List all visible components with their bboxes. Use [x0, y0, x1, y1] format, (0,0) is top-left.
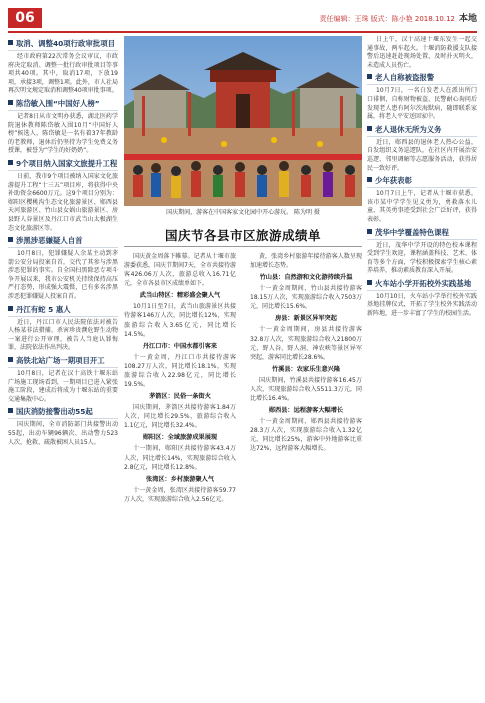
news-headline-text: 老人自称被盗报警 [375, 73, 435, 83]
article-paragraph: 十一黄金周，张湾区共接待游客59.77万人次，实现旅游综合收入2.56亿元。 [124, 486, 236, 503]
bullet-square-icon [367, 74, 372, 79]
news-headline [8, 99, 118, 111]
news-body: 日前，我市9个项目被纳入国家文化旅游提升工程“十三五”项目库，将获得中央补助资金6600万元。这9个项目分别为：郧阳区樱桃沟生态文化旅游景区、郧西县天河旅游区、竹山县女娲山旅游景区、房县野人谷景区及丹江口市武当山太极湖生态文化旅游区等。 [8, 172, 118, 232]
news-headline [8, 39, 118, 51]
news-headline [367, 73, 477, 85]
photo-caption: 国庆期间，游客在中国客家文化园中开心游玩。 陈为明 摄 [166, 209, 320, 216]
section-name: 本地 [458, 14, 477, 24]
news-headline-text: 取消、调整40项行政审批项目 [16, 39, 115, 48]
lead-photo [124, 36, 362, 206]
news-headline [8, 407, 118, 419]
header-rule [8, 31, 477, 33]
news-body: 10月8日，犯罪嫌疑人余某主动到茅箭公安分局投案自首，交代了其参与涉黑涉恶犯罪的事实。自全国扫黑除恶专项斗争开展以来，我市公安机关持续保持高压严打态势，形成强大震慑，已有多名涉黑涉恶犯罪嫌疑人投案自首。 [8, 250, 118, 301]
news-headline [8, 236, 118, 248]
news-body: 日上午，汉十高速十堰东发生一起交通事故，两车起火。十堰消防救援支队接警后迅速赶赴现场处置，及时扑灭明火，未造成人员伤亡。 [367, 36, 477, 69]
article-subheading: 郧阳区：全域旅游成果展现 [142, 434, 218, 442]
news-body: 国庆期间，全市消防部门共接警出动55起，出动车辆96辆次、出动警力523人次，抢救、疏散被困人员15人。 [8, 421, 118, 446]
news-headline-text: 国庆消防接警出动55起 [16, 407, 93, 417]
news-headline [8, 305, 118, 317]
bullet-square-icon [8, 160, 13, 165]
article-subheading: 茅箭区：民俗一条街火 [149, 393, 211, 401]
bullet-square-icon [8, 40, 13, 45]
article-title: 国庆节各县市区旅游成绩单 [164, 228, 321, 243]
news-headline-text: 高铁北站广场一期项目开工 [16, 356, 105, 366]
article-column-1 [124, 252, 236, 700]
news-body: 经市政府第22次常务会议审议，市政府决定取消、调整一批行政审批项目等事项共40项。其中，取消17项，下放19项，承接3项，调整1项。此外，市人社局再次明文规定取消和调整40项审批事项。 [8, 53, 118, 95]
news-headline-text: 老人退休无所为义务 [375, 124, 442, 134]
news-headline [367, 176, 477, 188]
article-paragraph: 黄，张湾乡村旅游年接待游客人数呈现加速增长态势。 [250, 253, 362, 270]
article-paragraph: 国庆期间，茅箭区共接待游客1.84万人次，同比增长29.5%，旅游综合收入1.1亿元，同比增长32.4%。 [124, 404, 236, 430]
news-headline-text: 火车站小学开拓校外实践基地 [375, 278, 472, 288]
news-headline-text: 9个项目纳入国家文旅提升工程 [16, 158, 118, 168]
bullet-square-icon [8, 100, 13, 105]
article-subheading: 张湾区：乡村旅游聚人气 [145, 475, 215, 483]
news-headline-text: 少年获表彰 [375, 176, 412, 186]
article-paragraph: 国庆黄金周落下帷幕。记者从十堰市旅游委获悉，国庆节期间7天，全市共接待游客426.06万人次，旅游总收入16.71亿元，全市各县市区成绩单如下。 [124, 253, 236, 288]
bullet-square-icon [367, 126, 372, 131]
article-subheading: 竹山县：自然游和文化游持续升温 [259, 274, 353, 282]
news-headline-text: 涉黑涉恶嫌疑人自首 [16, 236, 83, 246]
bullet-square-icon [8, 357, 13, 362]
article-subheading: 郧西县：远程游客大幅增长 [268, 407, 344, 415]
bullet-square-icon [367, 177, 372, 182]
news-headline [367, 279, 477, 291]
bullet-square-icon [8, 408, 13, 413]
page-number: 06 [8, 8, 42, 28]
article-subheading: 竹溪县：农家乐生意兴隆 [271, 365, 341, 373]
editor-credit: 责任编辑：王珠 版式：陈小艳 2018.10.12 [319, 15, 455, 23]
article-paragraph: 十一黄金周期间，房县共接待游客32.8万人次，实现旅游综合收入21800万元，野人谷、野人洞、神农峡等景区异军突起，游客同比增长28.6%。 [250, 326, 362, 361]
article-paragraph: 国庆期间，竹溪县共接待游客16.45万人次，实现旅游综合收入5511.3万元，同比增长16.4%。 [250, 376, 362, 403]
bullet-square-icon [367, 280, 372, 285]
news-headline-text: 陈岱敏入围“中国好人榜” [16, 98, 100, 108]
article-subheading: 丹江口市：中国水都引客来 [142, 342, 218, 350]
news-headline [8, 159, 118, 171]
bullet-square-icon [8, 306, 13, 311]
page-header [0, 0, 485, 32]
article-subheading: 武当山特区：精彩盛会聚人气 [139, 292, 221, 300]
news-headline [8, 356, 118, 368]
news-body: 记者8日从市文明办获悉，湖北医药学院退休教师陈岱敏入围10月“中国好人榜”候选人，陈岱敏是一名有着37年教龄的老教师，退休后仍坚持为学生免费义务授课，被誉为“学生的好奶奶”。 [8, 112, 118, 155]
news-body: 近日，丹江口市人民法院依法对被告人杨某非法猎捕、杀害珍贵濒危野生动物一案进行公开审理，被告人当庭认罪悔罪，法院依法作出判决。 [8, 318, 118, 352]
news-body: 近日，郧西县的退休老人热心公益，自发组织义务巡逻队，在社区内开展治安巡逻、邻里调解等志愿服务活动，获得居民一致好评。 [367, 138, 477, 172]
article-paragraph: 十一黄金周期间，竹山县共接待游客18.15万人次，实现旅游综合收入7503万元，同比增长15.6%。 [250, 285, 362, 311]
news-headline [367, 228, 477, 240]
article-paragraph: 十一黄金周，丹江口市共接待游客108.27万人次，同比增长18.1%，实现旅游综合收入22.98亿元，同比增长19.5%。 [124, 353, 236, 389]
news-headline [367, 125, 477, 137]
news-body: 10月7日，一名白发老人在派出所门口徘徊，自称财物被盗，民警耐心询问后发现老人患有阿尔茨海默病，随即联系家属，将老人平安送回家中。 [367, 87, 477, 121]
right-news-column [367, 36, 477, 700]
article-paragraph: 十一期间，郧阳区共接待游客43.4万人次，同比增长14%，实现旅游综合收入2.8亿元，同比增长12.8%。 [124, 445, 236, 471]
article-paragraph: 10月1日至7日，武当山旅游景区共接待游客146万人次，同比增长12%，实现旅游综合收入3.65亿元，同比增长14.5%。 [124, 303, 236, 338]
news-body: 近日，茂华中学开设的特色校本课程受到学生欢迎，课程涵盖科技、艺术、体育等多个方面，学校积极探索学生核心素养培养，推动素质教育深入开展。 [367, 241, 477, 275]
header-meta [319, 11, 477, 24]
left-news-column [8, 36, 118, 700]
news-headline-text: 茂华中学覆盖特色课程 [375, 227, 449, 237]
news-body: 10月8日，记者在汉十高铁十堰东站广场施工现场看到，一期项目已进入紧张施工阶段，建成后将成为十堰东站的重要交通集散中心。 [8, 370, 118, 403]
bullet-square-icon [367, 229, 372, 234]
article-subheading: 房县：新景区异军突起 [275, 315, 337, 323]
news-headline-text: 丹江有蛇 5 惠人 [16, 304, 71, 314]
bullet-square-icon [8, 237, 13, 242]
news-body: 10月10日，火车站小学举行校外实践基地挂牌仪式，开拓了学生校外实践活动新阵地，进一步丰富了学生的校园生活。 [367, 292, 477, 318]
news-body: 10月7日上午，记者从十堰市获悉，该市某中学学生见义勇为，勇救落水儿童，其英勇事迹受到社会广泛好评，获得表彰。 [367, 190, 477, 223]
festival-crowd-photo [124, 36, 362, 206]
title-rule [124, 246, 362, 247]
article-column-2 [250, 252, 362, 700]
article-paragraph: 十一黄金周期间，郧西县共接待游客28.3万人次，实现旅游综合收入1.32亿元，同比增长25%，游客中外地游客比重达72%，远程游客大幅增长。 [250, 418, 362, 453]
